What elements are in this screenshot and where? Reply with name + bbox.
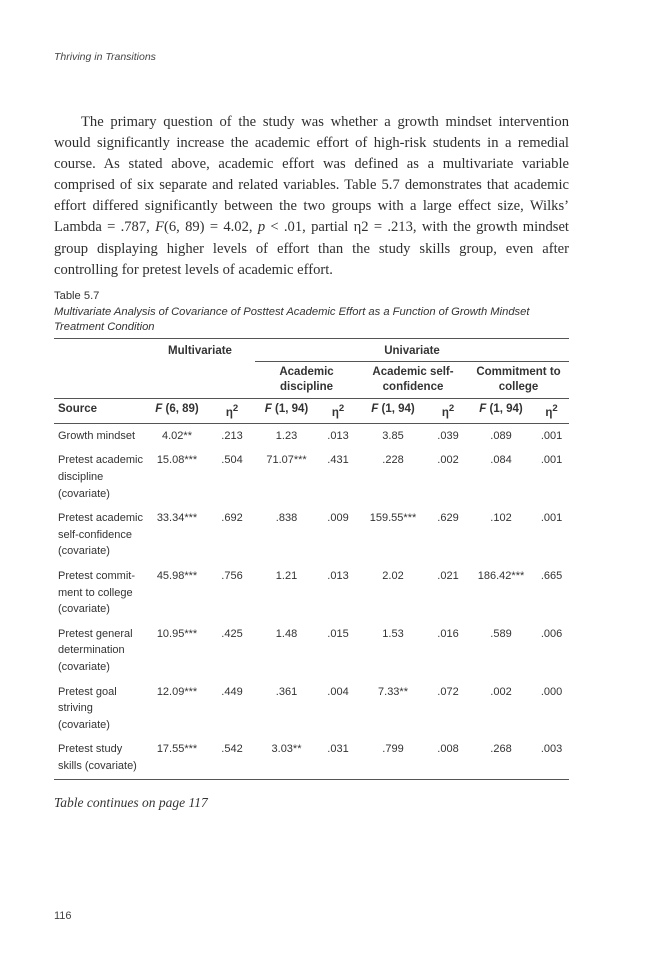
subheader-academic-self-confidence: Academic self-confidence bbox=[358, 362, 468, 399]
table-cell: .799 bbox=[358, 737, 428, 779]
table-cell: .002 bbox=[437, 454, 459, 467]
table-cell: .008 bbox=[428, 737, 468, 779]
table-cell: 3.85 bbox=[382, 429, 404, 442]
table-title: Multivariate Analysis of Covariance of Posttest Academic Effort as a Function of Growth Mindset Treatment Condition bbox=[54, 305, 530, 333]
table-cell: 1.23 bbox=[275, 429, 298, 442]
table-cell: .692 bbox=[221, 512, 243, 525]
table-cell: .268 bbox=[468, 737, 534, 779]
column-header-eta-squared: $\eta^2$ bbox=[209, 399, 255, 424]
table-cell: .449 bbox=[221, 685, 243, 698]
table-cell: .002 bbox=[490, 685, 512, 698]
column-header-f-self-confidence: F (1, 94) bbox=[358, 399, 428, 424]
table-caption bbox=[54, 289, 574, 336]
table-cell: .001 bbox=[540, 429, 563, 442]
table-cell: .756 bbox=[221, 569, 243, 582]
row-source: Growth mindset bbox=[58, 429, 136, 442]
table-row bbox=[54, 680, 569, 738]
table-cell: .031 bbox=[318, 737, 358, 779]
table-cell: .016 bbox=[437, 627, 459, 640]
table-cell: .001 bbox=[540, 454, 563, 467]
group-header-univariate: Univariate bbox=[255, 339, 569, 362]
table-cell: 1.48 bbox=[275, 627, 298, 640]
table-cell: 10.95*** bbox=[156, 627, 198, 640]
table-cell: 71.07*** bbox=[266, 454, 307, 467]
table-cell: 45.98*** bbox=[156, 569, 198, 582]
table-cell: .431 bbox=[327, 454, 349, 467]
table-cell: .006 bbox=[540, 627, 563, 640]
column-header-source: Source bbox=[54, 399, 145, 424]
table-row bbox=[54, 448, 569, 506]
table-cell: 159.55*** bbox=[369, 512, 417, 525]
table-cell: .629 bbox=[437, 512, 459, 525]
header-blank bbox=[54, 362, 145, 399]
table-cell: .361 bbox=[275, 685, 298, 698]
table-cell: 4.02** bbox=[162, 429, 192, 442]
table-cell: 33.34*** bbox=[156, 512, 198, 525]
table-cell: .838 bbox=[275, 512, 298, 525]
row-source: Pretest goal striving (covariate) bbox=[58, 685, 117, 731]
table-body bbox=[54, 423, 569, 779]
table-cell: .001 bbox=[540, 512, 563, 525]
table-cell: 1.21 bbox=[275, 569, 298, 582]
table-cell: .665 bbox=[540, 569, 563, 582]
row-source: Pretest academic discipline (covariate) bbox=[58, 454, 143, 500]
column-header-f-commitment: F (1, 94) bbox=[468, 399, 534, 424]
table-cell: 15.08*** bbox=[156, 454, 198, 467]
table-row bbox=[54, 622, 569, 680]
table-cell: 2.02 bbox=[382, 569, 404, 582]
table-cell: .021 bbox=[437, 569, 459, 582]
table-cell: 186.42*** bbox=[477, 569, 525, 582]
subheader-commitment-to-college: Commitment to college bbox=[468, 362, 569, 399]
paragraph-text: < .01, partial η2 = .213, with the growth mindset group displaying higher levels of effort than the study skills group, even after controlling for pretest levels of academic effort. bbox=[54, 219, 569, 278]
table-cell: .213 bbox=[221, 429, 243, 442]
column-header-f-multivariate: F (6, 89) bbox=[145, 399, 209, 424]
table-cell: .072 bbox=[437, 685, 459, 698]
table-cell: .000 bbox=[540, 685, 563, 698]
row-source: Pretest general determination (covariate) bbox=[58, 627, 133, 673]
subheader-academic-discipline: Academic discipline bbox=[255, 362, 358, 399]
table-row bbox=[54, 564, 569, 622]
p-symbol: p bbox=[257, 219, 266, 236]
table-cell: .542 bbox=[209, 737, 255, 779]
page-number: 116 bbox=[54, 910, 72, 922]
table-cell: .003 bbox=[534, 737, 569, 779]
table-cell: 17.55*** bbox=[145, 737, 209, 779]
table-row bbox=[54, 737, 569, 779]
column-header-eta-squared: $\eta^2$ bbox=[534, 399, 569, 424]
table-cell: .102 bbox=[490, 512, 512, 525]
table-cell: 12.09*** bbox=[156, 685, 198, 698]
group-header-multivariate: Multivariate bbox=[145, 339, 255, 362]
row-source: Pretest academic self-confidence (covariate) bbox=[58, 512, 143, 558]
table-cell: .039 bbox=[437, 429, 459, 442]
table-cell: .089 bbox=[490, 429, 512, 442]
paragraph-text: The primary question of the study was whether a growth mindset intervention would significantly increase the academic effort of high-risk students in a remedial course. As stated above, academic effort was defined as a multivariate variable comprised of six separate and related variables. Table 5.7 demonstrates that academic effort differed significantly between the two groups with a large effect size, Wilks’ Lambda = .787, bbox=[54, 114, 569, 236]
row-source: Pretest commit-ment to college (covariate) bbox=[58, 569, 136, 616]
table-cell: .009 bbox=[327, 512, 349, 525]
row-source: Pretest study skills (covariate) bbox=[54, 737, 145, 779]
table-cell: .084 bbox=[490, 454, 512, 467]
table-cell: .228 bbox=[382, 454, 404, 467]
table-cell: 1.53 bbox=[382, 627, 404, 640]
header-blank bbox=[54, 339, 145, 362]
table-cell: .504 bbox=[221, 454, 243, 467]
table-cell: .004 bbox=[327, 685, 349, 698]
results-table bbox=[54, 338, 569, 780]
table-row bbox=[54, 506, 569, 564]
table-cell: 3.03** bbox=[255, 737, 318, 779]
table-cell: .425 bbox=[221, 627, 243, 640]
f-symbol: F bbox=[155, 219, 164, 236]
table-cell: .589 bbox=[490, 627, 512, 640]
body-paragraph bbox=[54, 112, 569, 281]
header-blank bbox=[145, 362, 209, 399]
column-header-eta-squared: $\eta^2$ bbox=[428, 399, 468, 424]
table-label: Table 5.7 bbox=[54, 290, 100, 302]
table-row bbox=[54, 423, 569, 448]
column-header-eta-squared: $\eta^2$ bbox=[318, 399, 358, 424]
column-header-f-discipline: F (1, 94) bbox=[255, 399, 318, 424]
table-cell: .013 bbox=[327, 569, 349, 582]
paragraph-text: (6, 89) = 4.02, bbox=[164, 219, 258, 236]
table-continuation-note: Table continues on page 117 bbox=[54, 795, 208, 810]
table-cell: 7.33** bbox=[378, 685, 408, 698]
running-header: Thriving in Transitions bbox=[54, 51, 156, 63]
table-cell: .013 bbox=[327, 429, 349, 442]
table-cell: .015 bbox=[327, 627, 349, 640]
header-blank bbox=[209, 362, 255, 399]
